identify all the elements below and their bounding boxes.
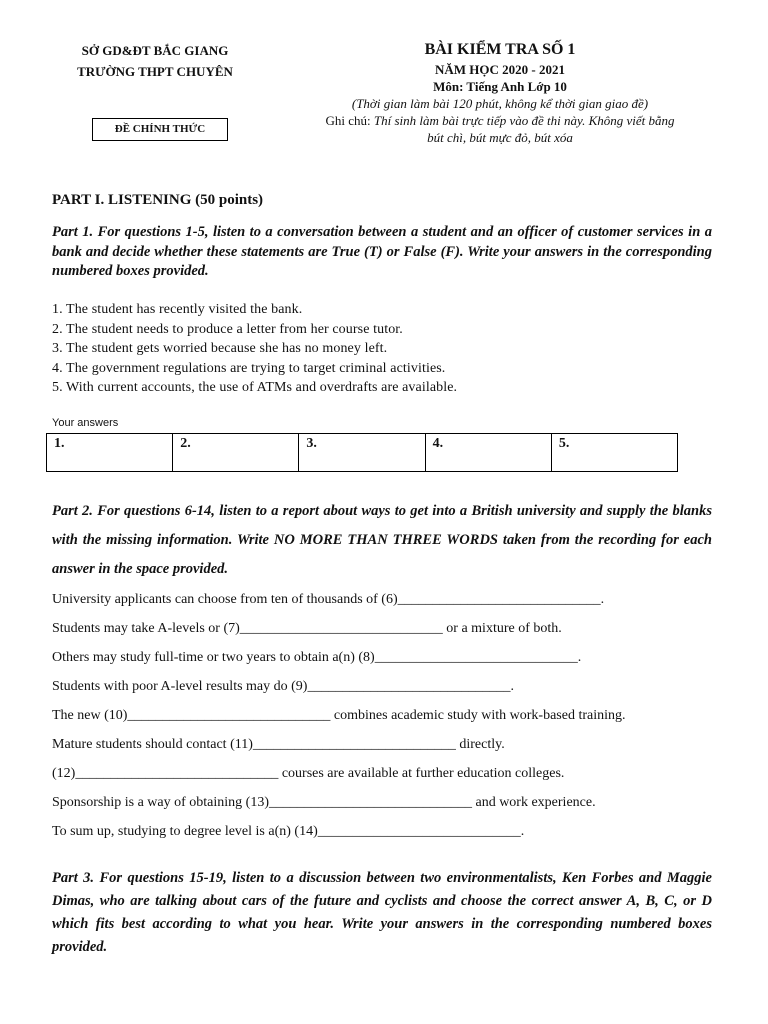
answer-box[interactable]: 3. <box>299 434 425 471</box>
exam-header <box>282 39 718 146</box>
part3-instructions: Part 3. For questions 15-19, listen to a discussion between two environmentalists, Ken Forbes and Maggie Dimas, who are talking about cars of the future and cyclists and choose the correct answer A, B, C, or D which fits best according to what you hear. Write your answers in the corresponding numbered boxes provided. <box>52 870 712 955</box>
exam-note <box>282 112 718 129</box>
note-text-line1: Thí sinh làm bài trực tiếp vào đề thi này. Không viết bằng <box>373 113 675 128</box>
statement-item: 2. The student needs to produce a letter from her course tutor. <box>52 321 403 337</box>
gap-fill-sentence[interactable]: Students with poor A-level results may do (9)_____________________________. <box>52 679 514 694</box>
statement-item: 3. The student gets worried because she has no money left. <box>52 341 388 356</box>
school-name: TRƯỜNG THPT CHUYÊN <box>77 64 233 79</box>
gap-fill-sentence[interactable]: University applicants can choose from ten of thousands of (6)_____________________________. <box>52 592 605 607</box>
gap-fill-sentence[interactable]: To sum up, studying to degree level is a(n) (14)_____________________________. <box>52 824 525 839</box>
part2-gap-fill <box>52 585 732 846</box>
subject-line: Môn: Tiếng Anh Lớp 10 <box>433 79 567 94</box>
section-heading: PART I. LISTENING (50 points) <box>52 192 264 208</box>
official-exam-label: ĐỀ CHÍNH THỨC <box>92 118 228 141</box>
gap-fill-sentence[interactable]: Mature students should contact (11)_____________________________ directly. <box>52 737 505 752</box>
gap-fill-sentence[interactable]: The new (10)_____________________________ combines academic study with work-based training. <box>52 708 626 723</box>
exam-note-continued <box>282 129 718 146</box>
answer-box[interactable]: 4. <box>426 434 552 471</box>
gap-fill-sentence[interactable]: (12)_____________________________ courses are available at further education colleges. <box>52 766 565 781</box>
answer-box[interactable]: 1. <box>47 434 173 471</box>
answers-label: Your answers <box>52 417 119 429</box>
department-name: SỞ GD&ĐT BẮC GIANG <box>81 43 229 58</box>
part1-instructions: Part 1. For questions 1-5, listen to a conversation between a student and an officer of customer services in a bank and decide whether these statements are True (T) or False (F). Write your answers in the corresponding numbered boxes provided. <box>52 224 712 279</box>
gap-fill-sentence[interactable]: Sponsorship is a way of obtaining (13)_____________________________ and work experience. <box>52 795 596 810</box>
gap-fill-sentence[interactable]: Students may take A-levels or (7)_____________________________ or a mixture of both. <box>52 621 562 636</box>
answer-box[interactable]: 2. <box>173 434 299 471</box>
school-year: NĂM HỌC 2020 - 2021 <box>435 62 565 77</box>
answer-boxes <box>46 433 678 472</box>
note-text-line2: bút chì, bút mực đỏ, bút xóa <box>427 130 573 145</box>
statement-item: 4. The government regulations are trying to target criminal activities. <box>52 360 446 376</box>
answer-box[interactable]: 5. <box>558 436 570 451</box>
exam-title: BÀI KIỂM TRA SỐ 1 <box>424 41 576 58</box>
time-allowed: (Thời gian làm bài 120 phút, không kể thời gian giao đề) <box>351 96 649 111</box>
part1-statements <box>52 300 712 398</box>
statement-item: 5. With current accounts, the use of ATMs and overdrafts are available. <box>52 380 458 395</box>
gap-fill-sentence[interactable]: Others may study full-time or two years to obtain a(n) (8)_____________________________. <box>52 650 582 665</box>
note-label: Ghi chú: <box>325 113 374 128</box>
part2-instructions: Part 2. For questions 6-14, listen to a report about ways to get into a British university and supply the blanks with the missing information. Write NO MORE THAN THREE WORDS taken from the recording for each answer in the space provided. <box>52 503 712 577</box>
school-header <box>50 40 260 82</box>
statement-item: 1. The student has recently visited the bank. <box>52 302 303 317</box>
